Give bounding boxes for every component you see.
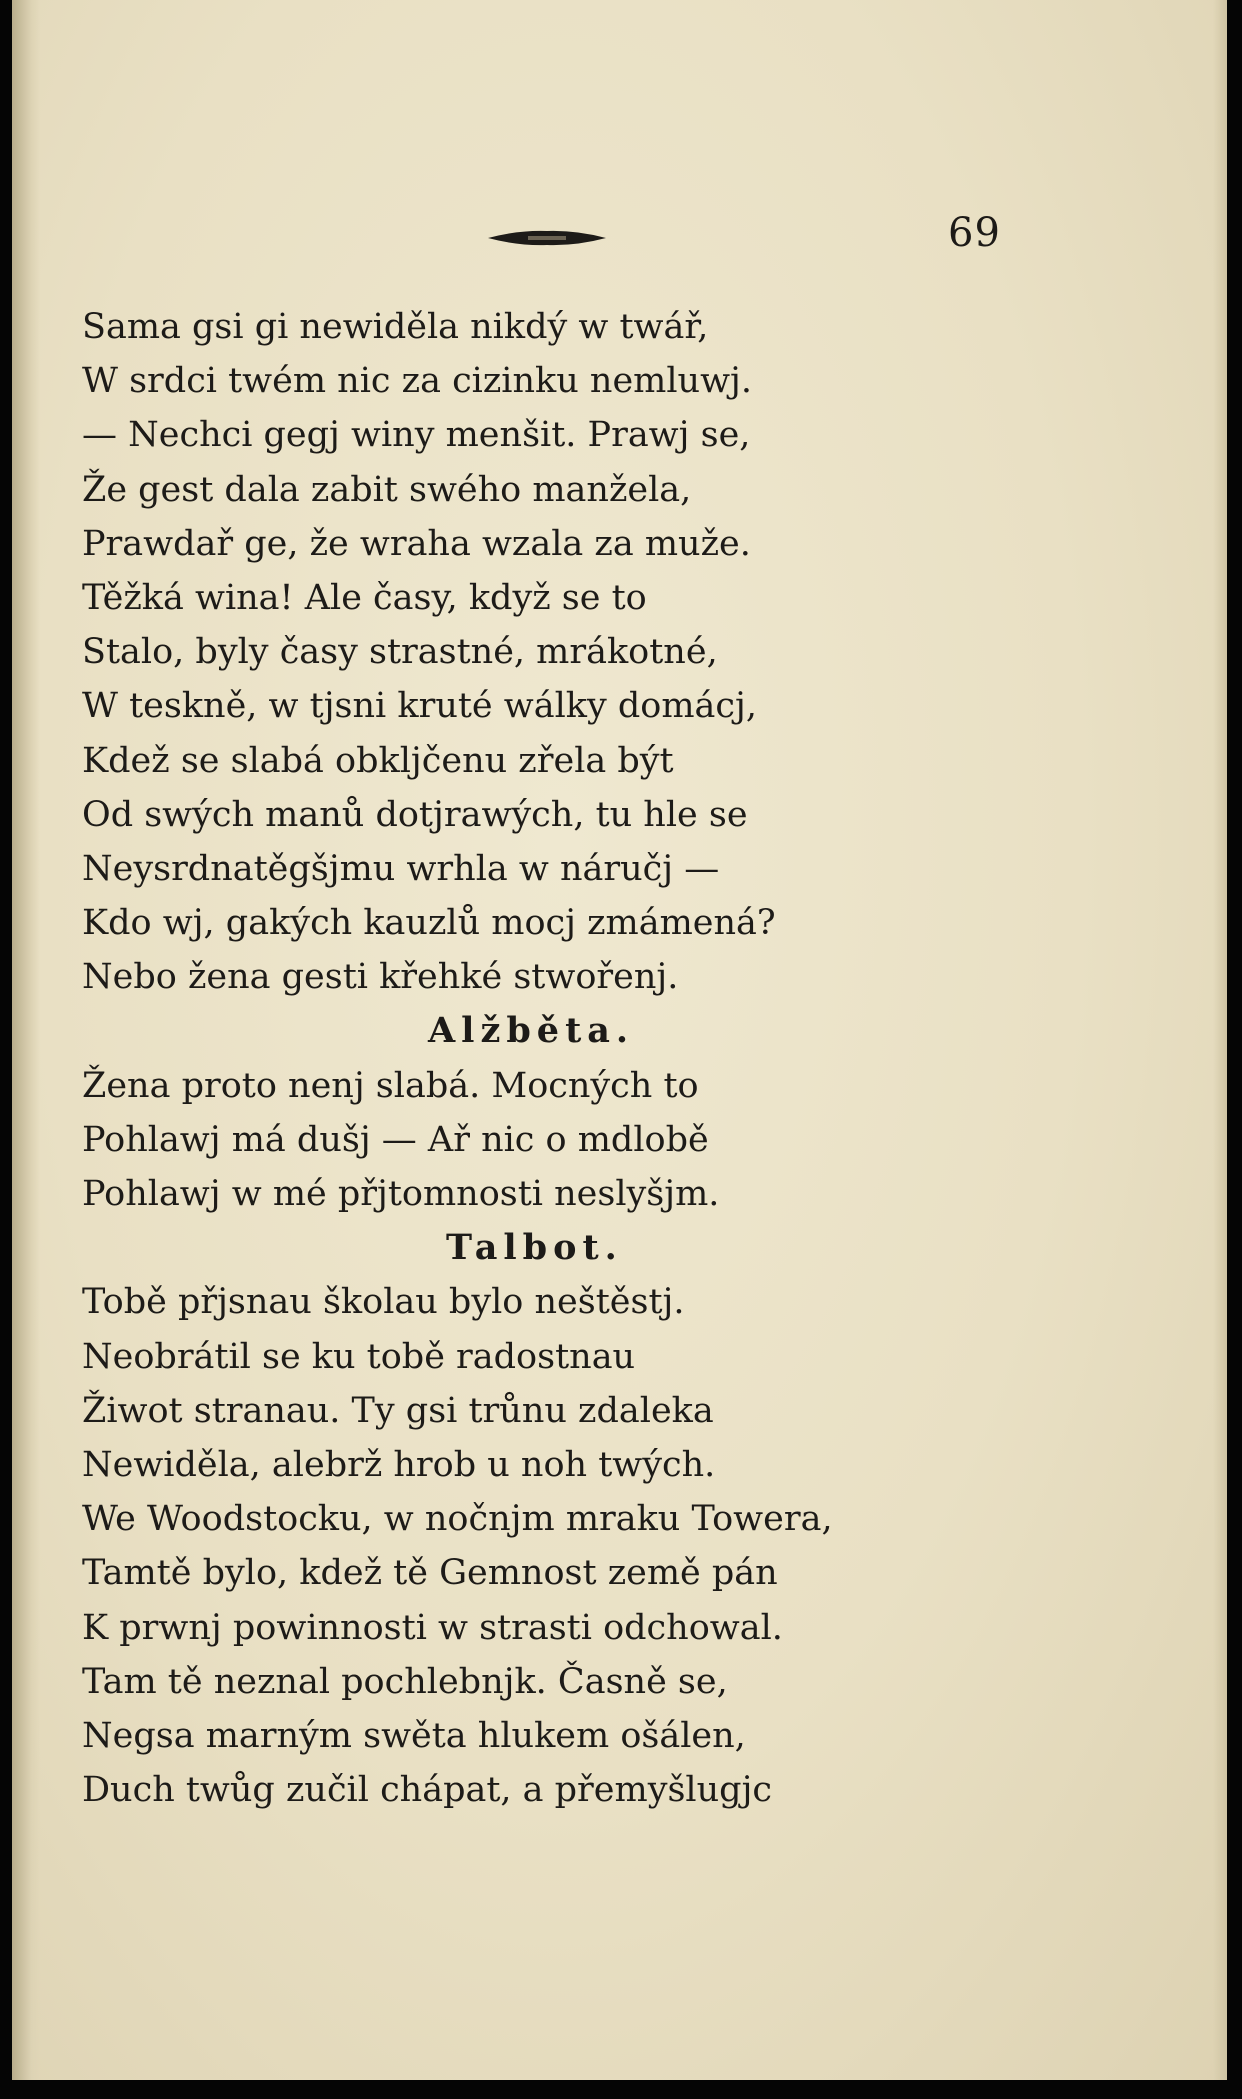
page-gutter-shadow [12, 0, 40, 2080]
book-page [12, 0, 1227, 2080]
page-number: 69 [948, 210, 1001, 256]
speaker-name: Talbot. [446, 1227, 623, 1269]
verse-line: Newiděla, alebrž hrob u noh twých. [82, 1444, 716, 1485]
verse-line: Tam tě neznal pochlebnjk. Časně se, [82, 1661, 728, 1702]
verse-line: Žiwot stranau. Ty gsi trůnu zdaleka [82, 1390, 714, 1431]
verse-line: Pohlawj má dušj — Ař nic o mdlobě [82, 1119, 709, 1160]
verse-line: Neysrdnatěgšjmu wrhla w náručj — [82, 848, 720, 889]
header-ornament-icon [488, 230, 606, 246]
speaker-name: Alžběta. [428, 1010, 635, 1052]
verse-line: Že gest dala zabit swého manžela, [82, 469, 692, 510]
verse-line: Od swých manů dotjrawých, tu hle se [82, 794, 748, 835]
verse-line: Sama gsi gi newiděla nikdý w twář, [82, 307, 709, 347]
verse-line: Duch twůg zučil chápat, a přemyšlugjc [82, 1770, 773, 1811]
page-edge-shadow [1213, 0, 1227, 2080]
verse-line: — Nechci gegj winy menšit. Prawj se, [82, 415, 751, 456]
verse-line: Tamtě bylo, kdež tě Gemnost země pán [82, 1553, 778, 1594]
verse-line: Těžká wina! Ale časy, když se to [82, 577, 647, 618]
verse-line: W srdci twém nic za cizinku nemluwj. [82, 361, 753, 402]
verse-line: Kdež se slabá obkljčenu zřela být [82, 740, 674, 781]
verse-line: Žena proto nenj slabá. Mocných to [82, 1065, 699, 1106]
verse-line: Tobě přjsnau školau bylo neštěstj. [82, 1282, 685, 1323]
verse-line: Prawdař ge, že wraha wzala za muže. [82, 523, 751, 564]
verse-line: Pohlawj w mé přjtomnosti neslyšjm. [82, 1174, 720, 1214]
verse-line: Stalo, byly časy strastné, mrákotné, [82, 632, 718, 673]
verse-line: We Woodstocku, w nočnjm mraku Towera, [82, 1499, 833, 1540]
verse-line: W teskně, w tjsni kruté wálky domácj, [82, 686, 757, 727]
verse-line: Negsa marným swěta hlukem ošálen, [82, 1715, 746, 1756]
verse-line: Kdo wj, gakých kauzlů mocj zmámená? [82, 903, 776, 944]
verse-line: K prwnj powinnosti w strasti odchowal. [82, 1607, 783, 1648]
verse-line: Neobrátil se ku tobě radostnau [82, 1336, 636, 1377]
verse-text-block [82, 300, 1162, 1817]
verse-line: Nebo žena gesti křehké stwořenj. [82, 957, 679, 998]
